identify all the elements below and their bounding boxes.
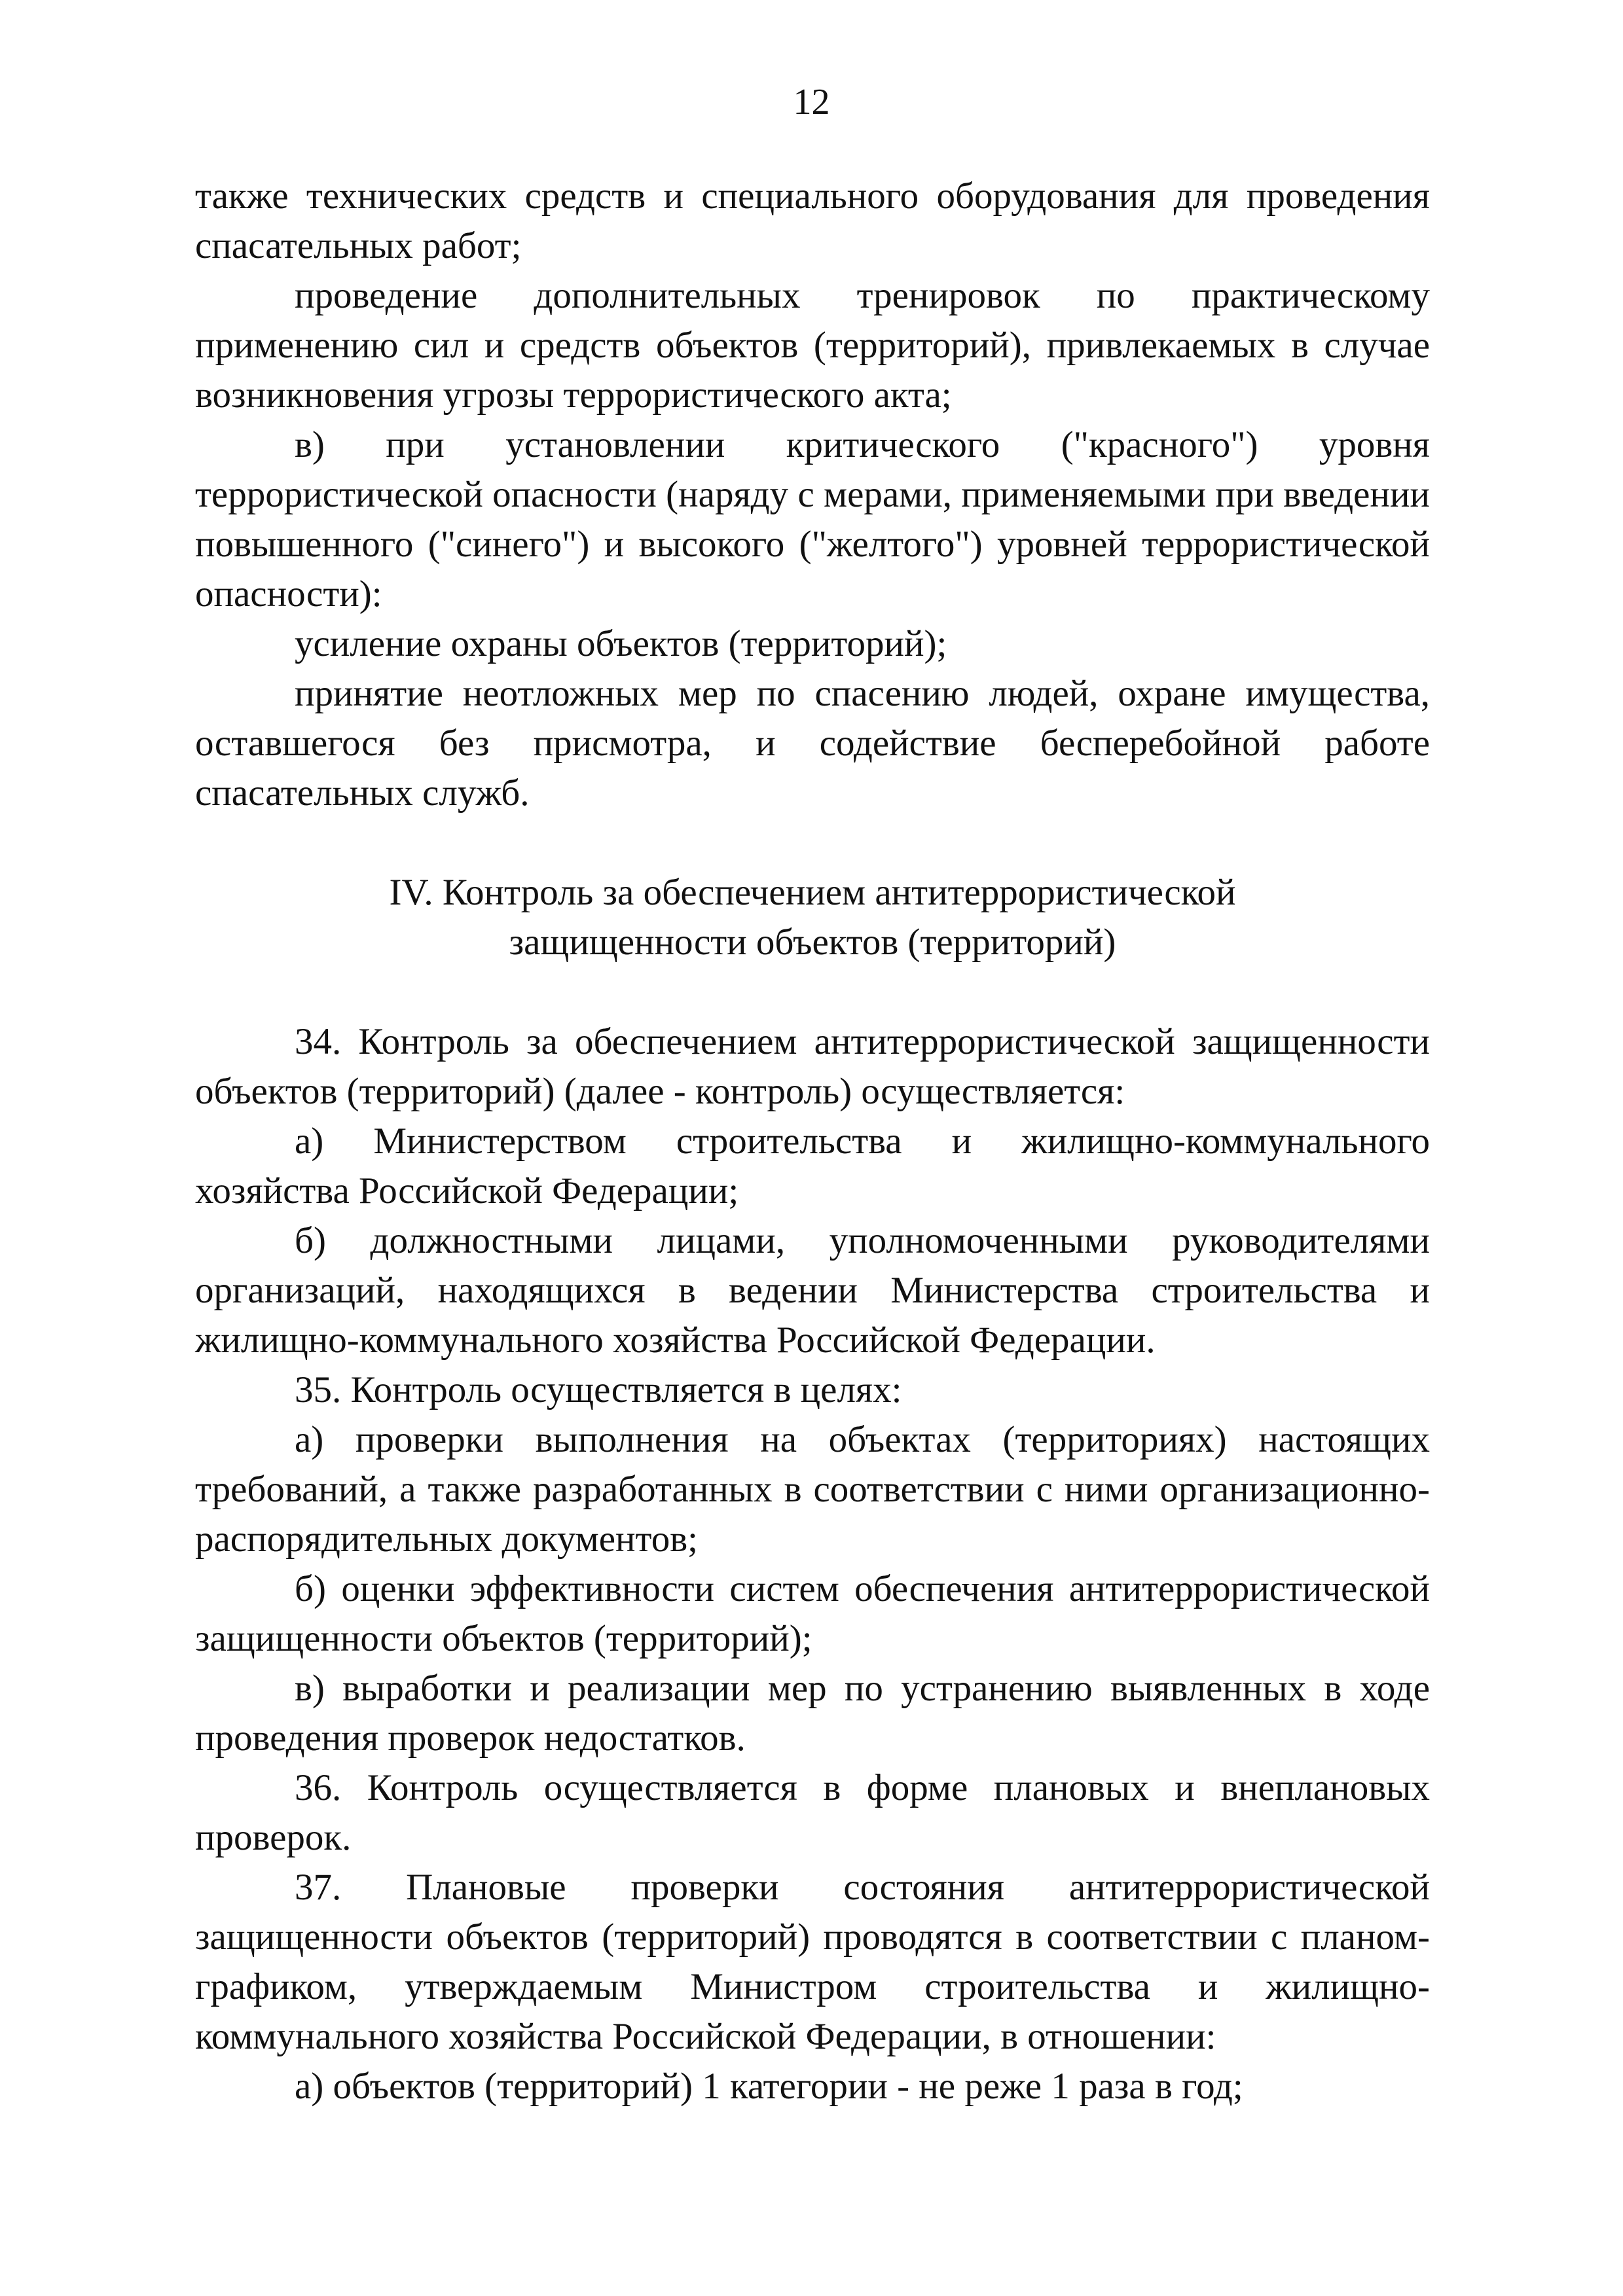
paragraph: в) при установлении критического ("красного") уровня террористической опасности (наряду с мерами, применяемыми при введении повышенного ("синего") и высокого ("желтого") уровней террористической опасности): [195,424,1430,615]
document-body [195,171,1430,2111]
paragraph: б) должностными лицами, уполномоченными руководителями организаций, находящихся в ведении Министерства строительства и жилищно-коммунального хозяйства Российской Федерации. [195,1220,1430,1361]
paragraph: усиление охраны объектов (территорий); [295,623,947,664]
paragraph: а) Министерством строительства и жилищно-коммунального хозяйства Российской Федерации; [195,1121,1430,1211]
paragraph: 37. Плановые проверки состояния антитеррористической защищенности объектов (территорий) проводятся в соответствии с планом-графиком, утверждаемым Министром строительства и жилищно-коммунального хозяйства Российской Федерации, в отношении: [195,1867,1430,2057]
paragraph: также технических средств и специального оборудования для проведения спасательных работ; [195,175,1430,266]
spacer [195,967,1430,1017]
paragraph: б) оценки эффективности систем обеспечения антитеррористической защищенности объектов (территорий); [195,1568,1430,1659]
paragraph: 36. Контроль осуществляется в форме плановых и внеплановых проверок. [195,1767,1430,1858]
paragraph: а) объектов (территорий) 1 категории - не реже 1 раза в год; [295,2066,1243,2107]
paragraph: принятие неотложных мер по спасению людей, охране имущества, оставшегося без присмотра, и содействие бесперебойной работе спасательных служб. [195,673,1430,814]
paragraph: а) проверки выполнения на объектах (территориях) настоящих требований, а также разработанных в соответствии с ними организационно-распорядительных документов; [195,1419,1430,1560]
section-heading-line-1: IV. Контроль за обеспечением антитеррористической [389,872,1236,913]
section-heading-line-2: защищенности объектов (территорий) [509,922,1116,963]
paragraph: 35. Контроль осуществляется в целях: [295,1369,902,1410]
paragraph: в) выработки и реализации мер по устранению выявленных в ходе проведения проверок недостатков. [195,1668,1430,1759]
spacer [195,818,1430,868]
paragraph: проведение дополнительных тренировок по практическому применению сил и средств объектов (территорий), привлекаемых в случае возникновения угрозы террористического акта; [195,275,1430,416]
page-number: 12 [793,82,830,122]
paragraph: 34. Контроль за обеспечением антитеррористической защищенности объектов (территорий) (далее - контроль) осуществляется: [195,1021,1430,1112]
